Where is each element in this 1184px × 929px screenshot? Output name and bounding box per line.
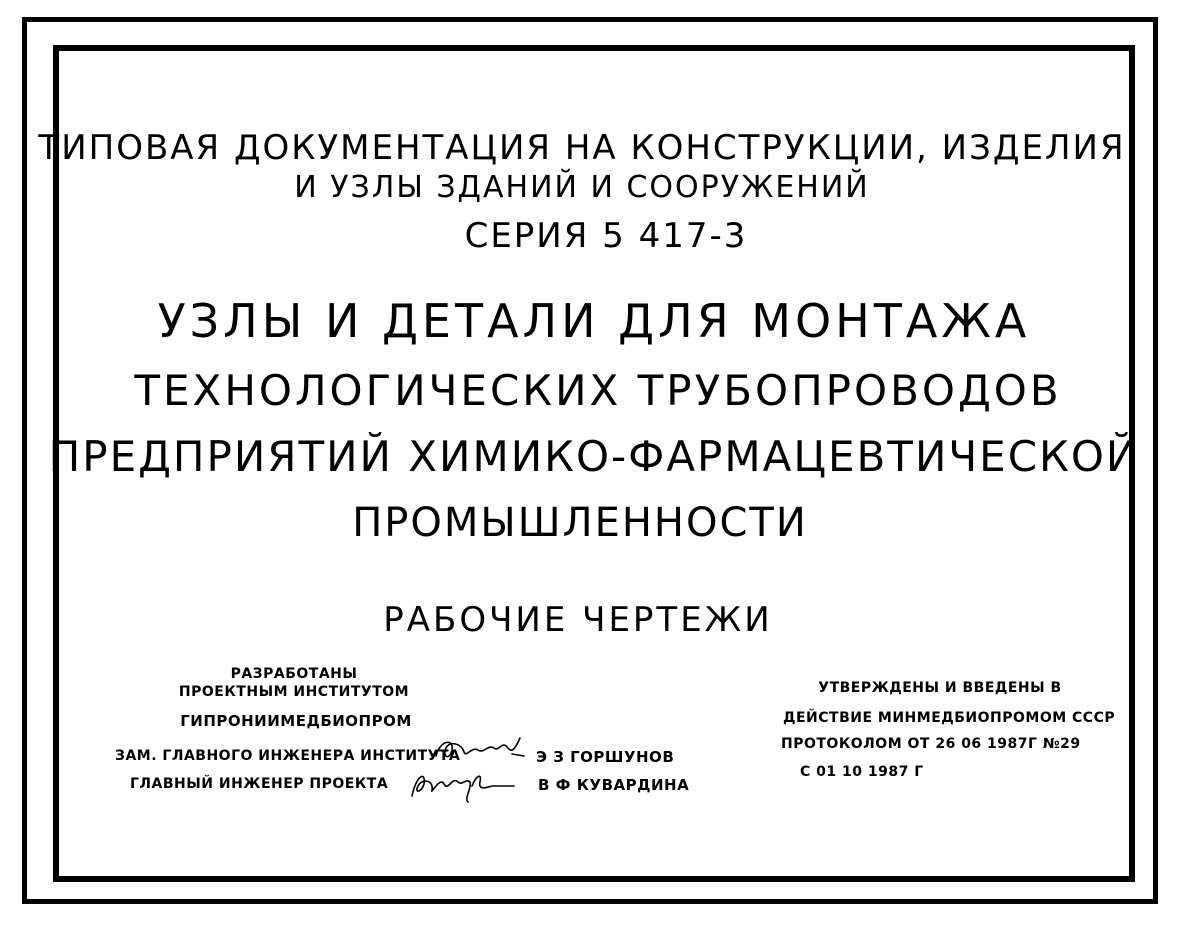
signature-gorshunov [432, 734, 532, 770]
deputy-name: Э З ГОРШУНОВ [536, 748, 675, 766]
approved-line-1: УТВЕРЖДЕНЫ И ВВЕДЕНЫ В [818, 680, 1062, 696]
approved-line-2: ДЕЙСТВИЕ МИНМЕДБИОПРОМОМ СССР [783, 710, 1116, 726]
signature-kuvardina [406, 766, 526, 806]
title-line-3: ПРЕДПРИЯТИЙ ХИМИКО-ФАРМАЦЕВТИЧЕСКОЙ [48, 432, 1140, 481]
developed-label: РАЗРАБОТАНЫ [230, 666, 358, 682]
institute-name: ГИПРОНИИМЕДБИОПРОМ [180, 712, 412, 730]
title-line-1: УЗЛЫ И ДЕТАЛИ ДЛЯ МОНТАЖА [157, 294, 1031, 348]
header-line-1: ТИПОВАЯ ДОКУМЕНТАЦИЯ НА КОНСТРУКЦИИ, ИЗДЕЛИЯ [38, 128, 1126, 168]
approved-line-3: ПРОТОКОЛОМ ОТ 26 06 1987Г №29 [781, 736, 1081, 752]
chief-name: В Ф КУВАРДИНА [538, 776, 690, 794]
title-line-2: ТЕХНОЛОГИЧЕСКИХ ТРУБОПРОВОДОВ [134, 366, 1062, 415]
title-line-4: ПРОМЫШЛЕННОСТИ [352, 500, 808, 546]
header-line-2: И УЗЛЫ ЗДАНИЙ И СООРУЖЕНИЙ [294, 170, 870, 205]
chief-role: ГЛАВНЫЙ ИНЖЕНЕР ПРОЕКТА [130, 776, 389, 792]
deputy-role: ЗАМ. ГЛАВНОГО ИНЖЕНЕРА ИНСТИТУТА [115, 748, 461, 764]
series-number: СЕРИЯ 5 417-3 [464, 216, 748, 256]
developed-by-label: ПРОЕКТНЫМ ИНСТИТУТОМ [178, 684, 410, 700]
working-drawings-label: РАБОЧИЕ ЧЕРТЕЖИ [383, 600, 773, 640]
approved-line-4: С 01 10 1987 Г [800, 764, 924, 780]
